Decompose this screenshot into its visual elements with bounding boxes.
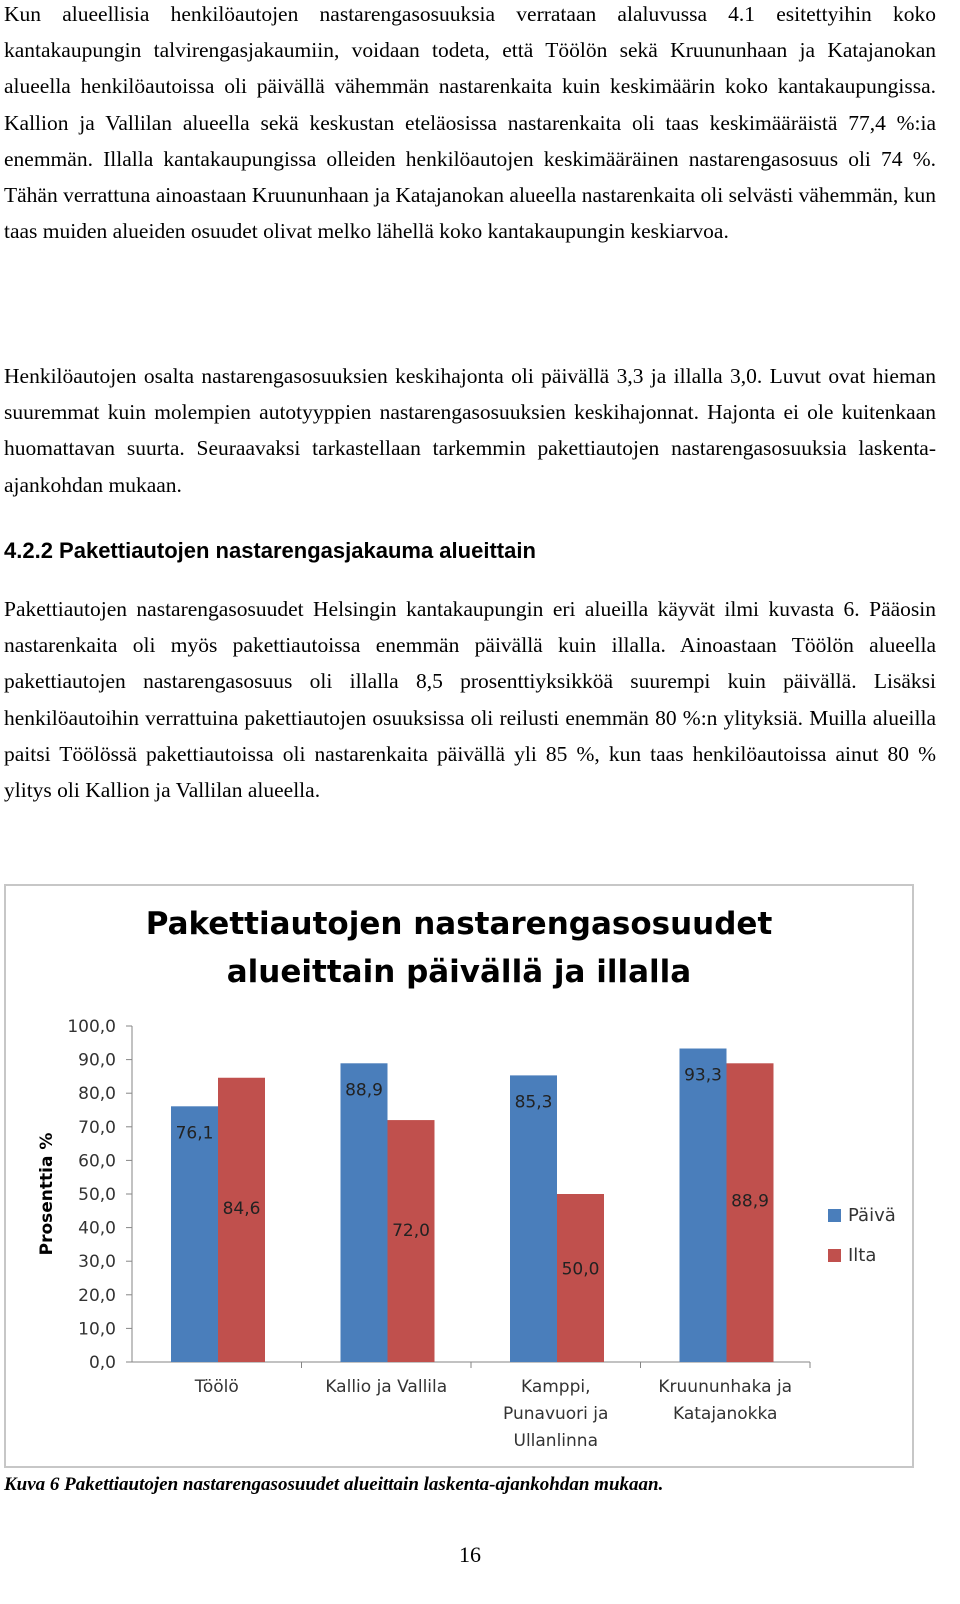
bar-paiva	[510, 1075, 557, 1362]
bar-paiva	[171, 1106, 218, 1362]
y-tick-label: 70,0	[78, 1117, 116, 1138]
chart-y-axis-label: Prosenttia %	[37, 1132, 57, 1256]
figure-caption: Kuva 6 Pakettiautojen nastarengasosuudet alueittain laskenta-ajankohdan mukaan.	[4, 1474, 664, 1495]
bar-value-label: 85,3	[514, 1092, 553, 1113]
legend-swatch-ilta	[828, 1249, 841, 1262]
chart-legend	[828, 1205, 896, 1266]
bar-paiva	[341, 1063, 388, 1362]
x-tick-label: Töölö	[194, 1377, 239, 1397]
y-tick-label: 40,0	[78, 1218, 116, 1239]
legend-swatch-paiva	[828, 1209, 841, 1222]
chart-x-ticks	[194, 1377, 792, 1451]
x-tick-label: Katajanokka	[673, 1404, 778, 1424]
bar-ilta	[727, 1063, 774, 1362]
y-tick-label: 50,0	[78, 1185, 116, 1205]
bar-value-label: 84,6	[222, 1199, 261, 1220]
legend-label-paiva: Päivä	[848, 1205, 896, 1226]
chart-y-ticks	[67, 1017, 132, 1373]
x-tick-label: Kamppi,	[520, 1377, 591, 1397]
bar-value-label: 50,0	[561, 1259, 600, 1280]
legend-label-ilta: Ilta	[848, 1245, 877, 1266]
section-heading: 4.2.2 Pakettiautojen nastarengasjakauma alueittain	[4, 538, 536, 563]
y-tick-label: 10,0	[78, 1319, 116, 1340]
y-tick-label: 100,0	[67, 1017, 116, 1037]
chart-title-line-1: Pakettiautojen nastarengasosuudet	[145, 906, 773, 942]
x-tick-label: Punavuori ja	[503, 1404, 609, 1424]
chart-figure	[4, 884, 914, 1468]
y-tick-label: 30,0	[78, 1252, 116, 1273]
y-tick-label: 80,0	[78, 1084, 116, 1105]
y-tick-label: 20,0	[78, 1285, 116, 1306]
page-number: 16	[459, 1542, 481, 1567]
y-tick-label: 60,0	[78, 1151, 116, 1172]
bar-value-label: 88,9	[345, 1080, 383, 1101]
body-paragraph-3: Pakettiautojen nastarengasosuudet Helsingin kantakaupungin eri alueilla käyvät ilmi kuvasta 6. Pääosin nastarenkaita oli myös pakettiautoissa enemmän päivällä kuin illalla. Ainoastaan Töölön alueella pakettiautojen nastarengasosuus oli illalla 8,5 prosenttiyksikköä suurempi kuin päivällä. Lisäksi henkilöautoihin verrattuina pakettiautojen osuuksissa oli reilusti enemmän 80 %:n ylityksiä. Muilla alueilla paitsi Töölössä pakettiautoissa oli nastarenkaita päivällä yli 85 %, kun taas henkilöautoissa ainut 80 % ylitys oli Kallion ja Vallilan alueella.	[4, 597, 936, 803]
x-tick-label: Kruununhaka ja	[658, 1377, 793, 1397]
x-tick-label: Kallio ja Vallila	[325, 1377, 448, 1397]
x-tick-label: Ullanlinna	[513, 1431, 598, 1451]
y-tick-label: 0,0	[88, 1353, 116, 1373]
bar-paiva	[680, 1049, 727, 1362]
bar-value-label: 88,9	[731, 1191, 769, 1212]
body-paragraph-2: Henkilöautojen osalta nastarengasosuuksien keskihajonta oli päivällä 3,3 ja illalla 3,0. Luvut ovat hieman suuremmat kuin molempien autotyyppien nastarengasosuuksien keskihajonnat. Hajonta ei ole kuitenkaan huomattavan suurta. Seuraavaksi tarkastellaan tarkemmin pakettiautojen nastarengasosuuksia laskenta-ajankohdan mukaan.	[4, 364, 936, 497]
y-tick-label: 90,0	[78, 1050, 116, 1071]
bar-value-label: 72,0	[392, 1221, 430, 1242]
bar-chart	[6, 886, 912, 1466]
bar-value-label: 76,1	[175, 1123, 214, 1144]
chart-bars	[171, 1049, 810, 1368]
bar-ilta	[218, 1078, 265, 1362]
chart-title	[146, 906, 773, 990]
bar-value-label: 93,3	[684, 1065, 722, 1086]
chart-title-line-2: alueittain päivällä ja illalla	[226, 954, 692, 990]
body-paragraph-1: Kun alueellisia henkilöautojen nastarengasosuuksia verrataan alaluvussa 4.1 esitettyihin koko kantakaupungin talvirengasjakaumiin, voidaan todeta, että Töölön sekä Kruununhaan ja Katajanokan alueella henkilöautoissa oli päivällä vähemmän nastarenkaita kuin keskimäärin koko kantakaupungissa. Kallion ja Vallilan alueella sekä keskustan eteläosissa nastarenkaita oli taas keskimääräistä 77,4 %:ia enemmän. Illalla kantakaupungissa olleiden henkilöautojen keskimääräinen nastarengasosuus oli 74 %. Tähän verrattuna ainoastaan Kruununhaan ja Katajanokan alueella nastarenkaita oli selvästi vähemmän, kun taas muiden alueiden osuudet olivat melko lähellä koko kantakaupungin keskiarvoa.	[4, 2, 936, 244]
